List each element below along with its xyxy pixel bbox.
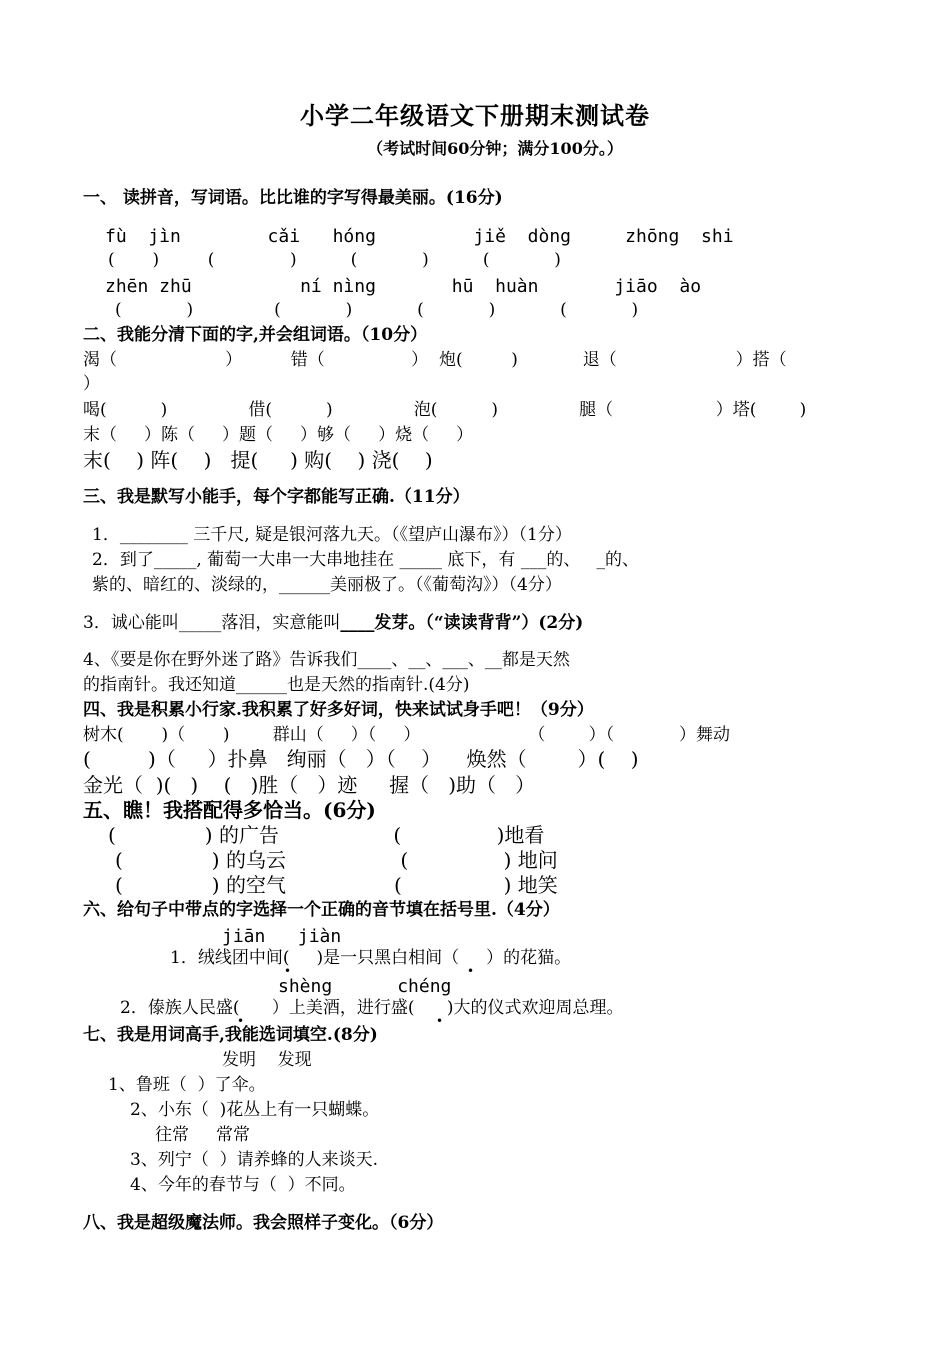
section3-line4 [83,612,583,634]
emphasis-dot: • [284,964,292,978]
section3-line5: 4、《要是你在野外迷了路》告诉我们____、__、___、__都是天然 [83,650,570,670]
section5-line3: ( ) 的空气 ( ) 地笑 [115,873,558,897]
section4-heading: 四、我是积累小行家.我积累了好多好词，快来试试身手吧！（9分） [83,700,594,720]
section3-line3: 紫的、暗红的、淡绿的，______美丽极了。（《葡萄沟》）（4分） [92,575,562,595]
section4-line3: 金光（ )( ) ( )胜（ ）迹 握（ )助（ ） [83,773,536,797]
section6-line2: 2．傣族人民盛( ）上美酒，进行盛( )大的仪式欢迎周总理。 [120,998,624,1018]
page-subtitle: （考试时间60分钟；满分100分。） [367,139,623,158]
section2-line1b: ） [83,374,100,394]
section7-heading: 七、我是用词高手,我能选词填空.(8分) [83,1025,378,1045]
section4-line2: ( )（ ）扑鼻 绚丽（ ）（ ） 焕然（ ）( ) [83,747,639,771]
section3-line6: 的指南针。我还知道______也是天然的指南针.(4分) [83,675,470,695]
section3-line1: 1．________ 三千尺, 疑是银河落九天。（《望庐山瀑布》）（1分） [92,525,572,545]
section5-line2: ( ) 的乌云 ( ) 地问 [115,848,558,872]
section1-pinyin-row1: fù jìn cǎi hóng jiě dòng zhōng shi [105,226,734,247]
section7-line4: 4、今年的春节与（ ）不同。 [130,1175,356,1195]
section3-line4-a: 3．诚心能叫_____落泪，实意能叫 [83,613,341,633]
emphasis-dot: • [237,1014,245,1028]
section7-word-choices-1: 发明 发现 [222,1050,312,1070]
section8-heading: 八、我是超级魔法师。我会照样子变化。（6分） [83,1213,444,1233]
section6-heading: 六、给句子中带点的字选择一个正确的音节填在括号里.（4分） [83,900,560,920]
section7-line1: 1、鲁班（ ）了伞。 [108,1075,266,1095]
section5-line1: ( ) 的广告 ( )地看 [108,823,545,847]
section1-pinyin-row2: zhēn zhū ní nìng hū huàn jiāo ào [105,276,702,297]
section3-line2: 2．到了_____, 葡萄一大串一大串地挂在 _____ 底下，有 ___的、 _的、 [92,550,640,570]
section6-pinyin1: jiān jiàn [222,926,342,947]
section1-heading: 一、 读拼音，写词语。比比谁的字写得最美丽。(16分) [83,188,503,208]
page-title: 小学二年级语文下册期末测试卷 [300,101,650,130]
section2-line1: 渴（ ） 错（ ） 炮( ) 退（ ）搭（ [83,350,787,370]
section5-heading: 五、瞧！我搭配得多恰当。(6分) [83,798,376,822]
emphasis-dot: • [467,964,475,978]
section7-line2: 2、小东（ )花丛上有一只蝴蝶。 [130,1100,380,1120]
emphasis-dot: • [436,1014,444,1028]
section6-pinyin2: shèng chéng [278,976,452,997]
section7-word-choices-2: 往常 常常 [155,1125,251,1145]
section2-line2: 喝( ) 借( ) 泡( ) 腿（ ）塔( ) [83,400,807,420]
section3-heading: 三、我是默写小能手，每个字都能写正确.（11分） [83,487,470,507]
section1-brackets-row2: ( ) ( ) ( ) ( ) [115,300,639,320]
section2-heading: 二、我能分清下面的字,并会组词语。（10分） [83,325,428,345]
section2-line4: 末( ) 阵( ) 提( ) 购( ) 浇( ) [83,448,433,472]
section6-line1: 1．绒线团中间( )是一只黑白相间（ ）的花猫。 [170,948,572,968]
section4-line1: 树木( )（ ) 群山（ ）（ ） （ ）（ ）舞动 [83,725,730,745]
section1-brackets-row1: ( ) ( ) ( ) ( ) [108,250,561,270]
section7-line3: 3、列宁（ ）请养蜂的人来谈天. [130,1150,379,1170]
section3-line4-b: ____发芽。（“读读背背”）(2分) [340,613,584,633]
section2-line3: 末（ ）陈（ ）题（ ）够（ ）烧（ ） [83,425,474,445]
